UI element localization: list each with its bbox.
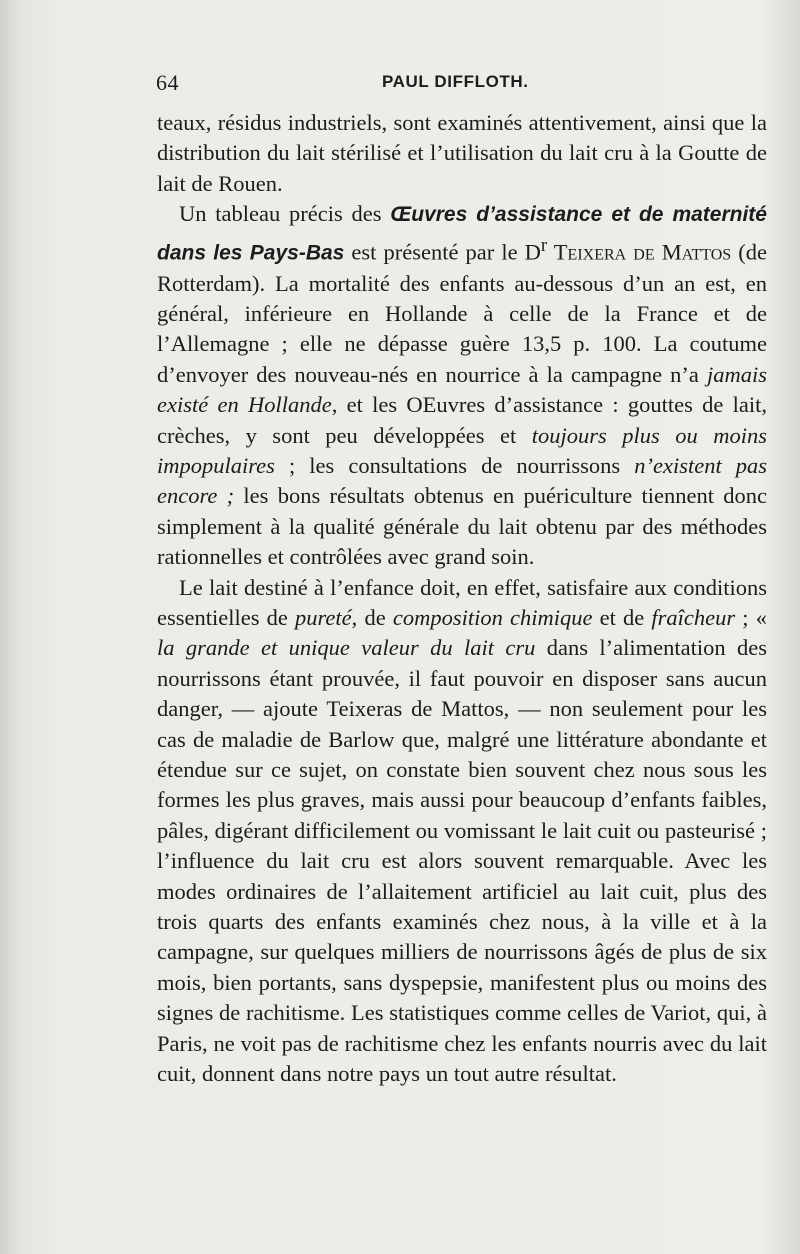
p2-text-1: Un tableau précis des (179, 201, 391, 227)
p2-text-2: est présenté par le D (344, 239, 541, 265)
p2-superscript: r (540, 234, 548, 256)
running-head: PAUL DIFFLOTH. (382, 72, 529, 91)
p3-italic-2: composition chimique (392, 605, 593, 630)
p2-bold-title: Œuvres d’assistance et de maternité dans les Pays-Bas (157, 203, 767, 265)
p1-text: teaux, résidus industriels, sont examinés attentivement, ainsi que la distribution du lait stérilisé et l’utilisation du lait cru à la Goutte de lait de Rouen. (157, 110, 767, 196)
p2-author-name: Teixera de Mattos (547, 239, 732, 265)
p3-italic-3: fraîcheur (651, 605, 736, 630)
p3-italic-4: la grande et unique valeur du lait cru (157, 635, 536, 661)
p3-text-5: dans l’alimentation des nourrissons étant prouvée, il faut pouvoir en disposer sans aucun danger, — ajoute Teixeras de Mattos, — non seulement pour les cas de maladie de Barlow que, malgré une littérature abondante et étendue sur ce sujet, on constate bien souvent chez nous sous les formes les plus graves, mais aussi pour beaucoup d’enfants faibles, pâles, digérant difficilement ou vomissant le lait cuit ou pasteurisé ; l’influence du lait cru est alors souvent remarquable. Avec les modes ordinaires de l’allaitement artificiel au lait cuit, plus des trois quarts des enfants examinés chez nous, à la ville et à la campagne, sur quelques milliers de nourrissons âgés de plus de six mois, bien portants, sans dyspepsie, manifestent plus ou moins des signes de rachitisme. Les statistiques comme celles de Variot, qui, à Paris, ne voit pas de rachitisme chez les enfants nourris avec du lait cuit, donnent dans notre pays un tout autre résultat. (157, 635, 767, 1087)
p3-text-1: Le lait destiné à l’enfance doit, en effet, satisfaire aux conditions essentielles de (157, 574, 767, 630)
page-number: 64 (156, 70, 179, 95)
p3-text-3: et de (592, 605, 652, 630)
p3-text-4: ; « (735, 605, 767, 630)
p2-text-4: , et les OEuvres d’assistance : gouttes de lait, crèches, y sont peu développées et (157, 392, 767, 448)
p2-italic-2: toujours plus ou moins impopulaires (157, 422, 767, 478)
p3-italic-1: pureté (295, 605, 352, 630)
p2-text-6: les bons résultats obtenus en puériculture tiennent donc simplement à la qualité générale du lait obtenu par des méthodes rationnelles et contrôlées avec grand soin. (157, 483, 768, 570)
paragraph-2 (157, 199, 767, 572)
p2-italic-3: n’existent pas encore ; (157, 452, 768, 509)
page-header (156, 70, 776, 100)
p2-text-3: (de Rotterdam). La mortalité des enfants au-dessous d’un an est, en général, inférieure en Hollande à celle de la France et de l’Allemagne ; elle ne dépasse guère 13,5 p. 100. La coutume d’envoyer des nouveau-nés en nourrice à la campagne n’a (157, 239, 767, 387)
p2-italic-1: jamais existé en Hollande (157, 361, 767, 418)
paragraph-1 (157, 108, 767, 199)
body-text (157, 108, 767, 1090)
p2-text-5: ; les consultations de nourrissons (274, 452, 635, 478)
paragraph-3 (157, 573, 767, 1090)
p3-text-2: , de (351, 605, 393, 630)
